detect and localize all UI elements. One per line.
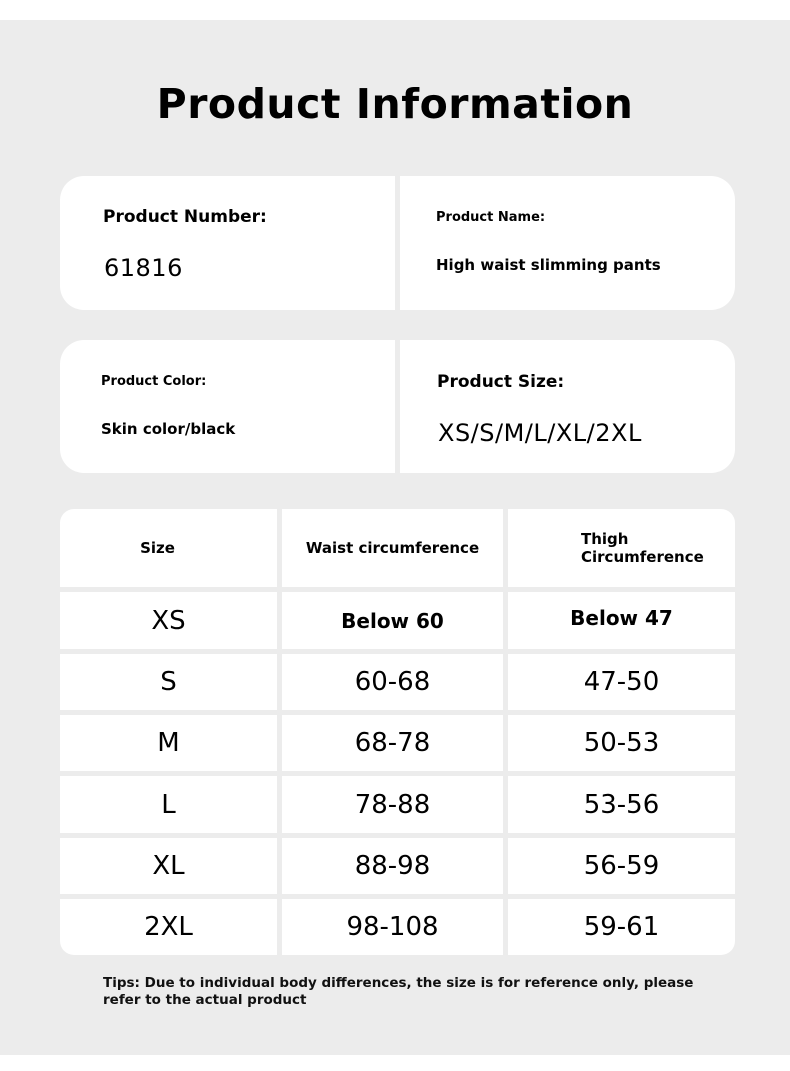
tips-note: Tips: Due to individual body differences, the size is for reference only, please refer to the actual product xyxy=(103,975,694,1008)
table-cell-size: M xyxy=(157,728,180,758)
info-card-color-size xyxy=(60,340,735,473)
table-cell-size: L xyxy=(161,789,176,820)
product-number-value: 61816 xyxy=(104,254,183,282)
product-color-value: Skin color/black xyxy=(101,420,236,438)
table-cell-waist: 60-68 xyxy=(354,667,431,697)
product-color-label: Product Color: xyxy=(101,374,207,389)
header-thigh xyxy=(581,509,731,587)
table-cell-waist: Below 60 xyxy=(341,608,444,633)
header-thigh-line1: Thigh xyxy=(581,530,629,548)
page-title: Product Information xyxy=(156,80,634,128)
product-size-value: XS/S/M/L/XL/2XL xyxy=(438,419,642,447)
table-cell-size: S xyxy=(160,667,177,697)
table-cell-thigh: Below 47 xyxy=(570,605,673,630)
header-size: Size xyxy=(140,539,175,557)
table-cell-thigh: 53-56 xyxy=(583,789,660,820)
card-divider xyxy=(395,176,400,310)
table-cell-thigh: 47-50 xyxy=(583,667,660,697)
table-cell-waist: 68-78 xyxy=(354,728,431,758)
table-cell-waist: 88-98 xyxy=(354,851,431,881)
info-card-number-name xyxy=(60,176,735,310)
product-name-value: High waist slimming pants xyxy=(436,256,661,274)
header-waist: Waist circumference xyxy=(305,539,480,557)
table-cell-waist: 98-108 xyxy=(346,912,439,942)
product-sheet xyxy=(0,20,790,1055)
table-cell-size: XL xyxy=(152,851,185,881)
table-cell-thigh: 59-61 xyxy=(583,912,660,942)
product-name-label: Product Name: xyxy=(436,210,546,225)
product-number-label: Product Number: xyxy=(103,207,267,227)
table-cell-size: 2XL xyxy=(144,912,193,942)
table-cell-thigh: 56-59 xyxy=(583,851,660,881)
size-table xyxy=(60,509,735,955)
card-divider xyxy=(395,340,400,473)
table-cell-waist: 78-88 xyxy=(354,789,431,820)
header-thigh-line2: Circumference xyxy=(581,548,704,566)
product-size-label: Product Size: xyxy=(437,372,565,392)
table-cell-thigh: 50-53 xyxy=(583,728,660,758)
table-cell-size: XS xyxy=(151,605,186,636)
